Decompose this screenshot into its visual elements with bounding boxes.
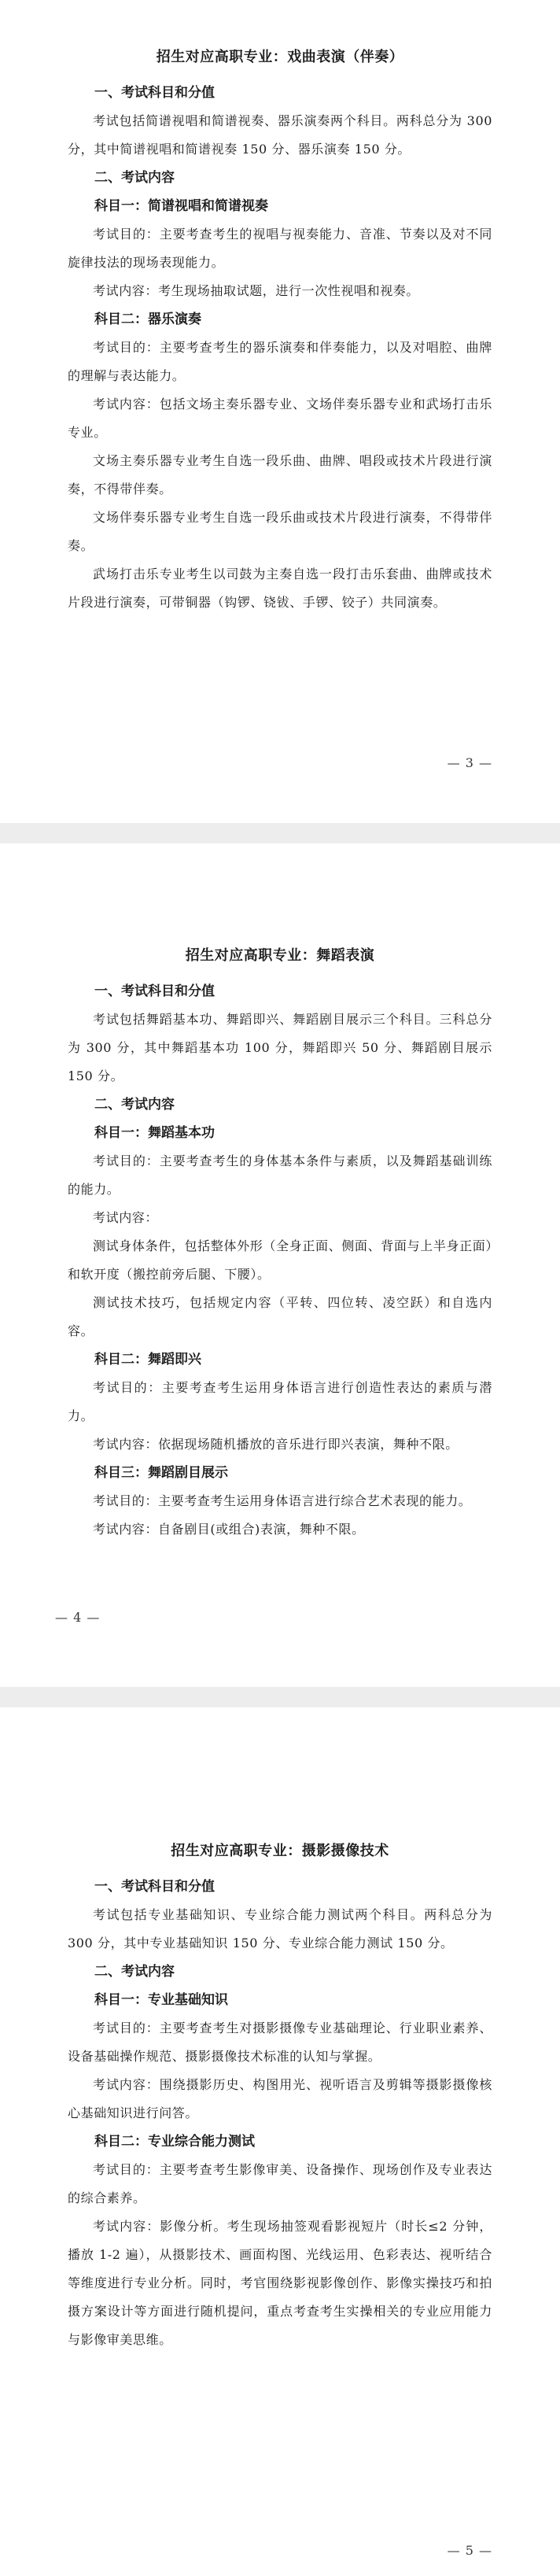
section-heading-subjects: 一、考试科目和分值: [94, 85, 215, 101]
paragraph: 考试目的：主要考查考生的器乐演奏和伴奏能力，以及对唱腔、曲牌的理解与表达能力。: [68, 340, 492, 383]
section-heading-content: 二、考试内容: [94, 1964, 175, 1980]
paragraph: 考试内容：包括文场主奏乐器专业、文场伴奏乐器专业和武场打击乐专业。: [68, 397, 492, 440]
subject-heading: 科目一：舞蹈基本功: [94, 1125, 215, 1141]
subject-heading: 科目二：专业综合能力测试: [94, 2134, 255, 2150]
page-title: 招生对应高职专业：摄影摄像技术: [171, 1843, 389, 1859]
paragraph: 考试内容：影像分析。考生现场抽签观看影视短片（时长≤2 分钟，播放 1-2 遍），从摄影技术、画面构图、光线运用、色彩表达、视听结合等维度进行专业分析。同时，考官围绕影视影像创作、影像实操技巧和拍摄方案设计等方面进行随机提问，重点考查考生实操相关的专业应用能力与影像审美思维。: [68, 2219, 492, 2347]
subject-heading: 科目一：专业基础知识: [94, 1992, 228, 2008]
paragraph: 考试包括简谱视唱和简谱视奏、器乐演奏两个科目。两科总分为 300 分，其中简谱视唱和简谱视奏 150 分、器乐演奏 150 分。: [68, 113, 492, 157]
paragraph: 考试包括舞蹈基本功、舞蹈即兴、舞蹈剧目展示三个科目。三科总分为 300 分，其中舞蹈基本功 100 分，舞蹈即兴 50 分、舞蹈剧目展示 150 分。: [68, 1012, 492, 1083]
paragraph: 考试内容：考生现场抽取试题，进行一次性视唱和视奏。: [93, 283, 420, 298]
page-4: [0, 843, 560, 1687]
paragraph: 测试技术技巧，包括规定内容（平转、四位转、凌空跃）和自选内容。: [68, 1295, 492, 1338]
section-heading-content: 二、考试内容: [94, 170, 175, 186]
subject-heading: 科目一：简谱视唱和简谱视奏: [94, 198, 268, 214]
page-5: [0, 1707, 560, 2576]
page-number: — 4 —: [55, 1610, 101, 1625]
page-number: — 5 —: [447, 2543, 492, 2558]
page-3: [0, 0, 560, 823]
paragraph: 考试目的：主要考查考生运用身体语言进行综合艺术表现的能力。: [93, 1493, 472, 1508]
paragraph: 考试内容：依据现场随机播放的音乐进行即兴表演，舞种不限。: [93, 1437, 459, 1452]
paragraph: 考试内容：自备剧目(或组合)表演，舞种不限。: [93, 1522, 365, 1537]
paragraph: 测试身体条件，包括整体外形（全身正面、侧面、背面与上半身正面）和软开度（搬控前旁后腿、下腰）。: [68, 1238, 492, 1282]
subject-heading: 科目三：舞蹈剧目展示: [94, 1465, 228, 1481]
paragraph: 文场伴奏乐器专业考生自选一段乐曲或技术片段进行演奏，不得带伴奏。: [68, 510, 492, 553]
page-title: 招生对应高职专业：舞蹈表演: [185, 947, 375, 964]
section-heading-subjects: 一、考试科目和分值: [94, 1879, 215, 1895]
paragraph: 考试包括专业基础知识、专业综合能力测试两个科目。两科总分为 300 分，其中专业基础知识 150 分、专业综合能力测试 150 分。: [68, 1907, 492, 1950]
subject-heading: 科目二：器乐演奏: [94, 312, 201, 327]
paragraph: 考试目的：主要考查考生影像审美、设备操作、现场创作及专业表达的综合素养。: [68, 2162, 492, 2205]
page-title: 招生对应高职专业：戏曲表演（伴奏）: [156, 49, 404, 65]
subject-heading: 科目二：舞蹈即兴: [94, 1352, 201, 1367]
paragraph: 考试内容：围绕摄影历史、构图用光、视听语言及剪辑等摄影摄像核心基础知识进行问答。: [68, 2077, 492, 2120]
paragraph: 考试目的：主要考查考生对摄影摄像专业基础理论、行业职业素养、设备基础操作规范、摄影摄像技术标准的认知与掌握。: [68, 2021, 492, 2064]
paragraph: 武场打击乐专业考生以司鼓为主奏自选一段打击乐套曲、曲牌或技术片段进行演奏，可带铜器（钩锣、铙钹、手锣、铰子）共同演奏。: [68, 566, 492, 610]
paragraph: 考试内容：: [93, 1210, 159, 1225]
page-number: — 3 —: [447, 755, 492, 770]
paragraph: 考试目的：主要考查考生的身体基本条件与素质，以及舞蹈基础训练的能力。: [68, 1153, 492, 1197]
paragraph: 文场主奏乐器专业考生自选一段乐曲、曲牌、唱段或技术片段进行演奏，不得带伴奏。: [68, 453, 492, 496]
paragraph: 考试目的：主要考查考生运用身体语言进行创造性表达的素质与潜力。: [68, 1380, 492, 1423]
section-heading-subjects: 一、考试科目和分值: [94, 984, 215, 999]
paragraph: 考试目的：主要考查考生的视唱与视奏能力、音准、节奏以及对不同旋律技法的现场表现能力。: [68, 227, 492, 270]
section-heading-content: 二、考试内容: [94, 1097, 175, 1113]
